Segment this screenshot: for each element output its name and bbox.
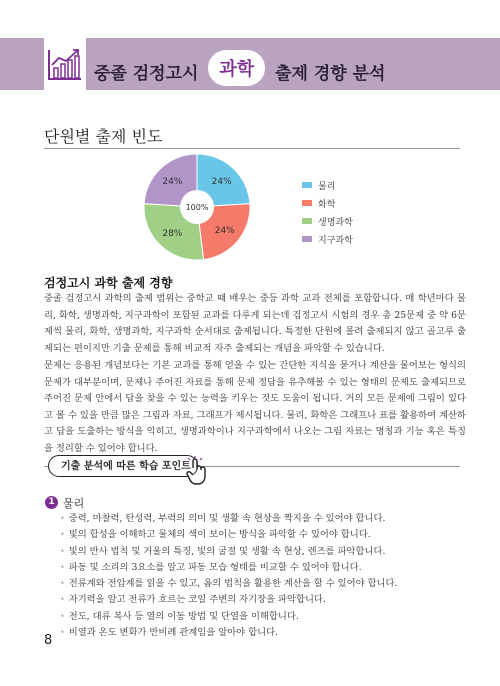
bullet-icon: • [60,530,65,540]
bullet-icon: • [60,546,65,556]
list-item-text: 파동 및 소리의 3요소를 알고 파동 모습 형태를 비교할 수 있어야 합니다. [68,561,362,573]
list-item-text: 전류계와 전압계를 읽을 수 있고, 옴의 법칙을 활용한 계산을 할 수 있어야 합니다. [68,578,398,590]
physics-title: 물리 [63,497,85,510]
pie-slice-label-1: 24% [211,176,232,187]
title-highlight: 과학 [208,50,265,86]
legend-item-1 [302,176,353,194]
trend-paragraph-1: 중졸 검정고시 과학의 출제 범위는 중학교 때 배우는 중등 과학 교과 전체를 포함합니다. 매 학년마다 물리, 화학, 생명과학, 지구과학이 포함된 교과를 다루게 되는데 검정고시 시험의 경우 총 25문제 중 약 6문제씩 물리, 화학, 생명과학, 지구과학 순서대로 출제됩니다. 특정한 단원에 몰려 출제되지 않고 골고루 출제되는 편이지만 기출 문제를 통해 비교적 자주 출제되는 개념을 파악할 수 있습니다. [44,293,466,354]
legend-swatch [302,218,312,224]
bullet-icon: • [60,628,65,638]
page-title [94,54,385,90]
list-item [60,544,397,560]
section-number-badge: 1 [45,496,58,509]
bullet-icon: • [60,562,65,572]
list-item [60,625,397,641]
pie-slice-label-3: 28% [162,229,183,240]
pie-slice-label-2: 24% [214,225,235,236]
chart-growth-icon [47,46,83,82]
list-item-text: 자기력을 알고 전류가 흐르는 코일 주변의 자기장을 파악합니다. [68,594,326,606]
list-item-text: 비열과 온도 변화가 반비례 관계임을 알아야 합니다. [68,627,279,639]
pie-slice-label-4: 24% [162,176,183,187]
legend-label: 화학 [318,199,336,210]
hand-pointer-icon [184,456,208,486]
legend-item-3 [302,212,353,230]
pie-center-label: 100% [185,203,209,212]
legend-item-2 [302,194,353,212]
bullet-icon: • [60,579,65,589]
legend-item-4 [302,230,353,248]
trend-paragraph-2: 문제는 응용된 개념보다는 기본 교과를 통해 얻을 수 있는 간단한 지식을 묻거나 계산을 물어보는 형식의 문제가 대부분이며, 문제나 주어진 자료를 통해 문제 정답을 유추해볼 수 있는 형태의 문제도 출제되므로 주어진 문제 안에서 답을 찾을 수 있는 능력을 키우는 것도 도움이 됩니다. 거의 모든 문제에 그림이 있다고 볼 수 있을 만큼 많은 그림과 자료, 그래프가 제시됩니다. 물리, 화학은 그래프나 표를 활용하여 계산하고 답을 도출하는 방식을 익히고, 생명과학이나 지구과학에서 나오는 그림 자료는 명칭과 기능 혹은 특징을 정리할 수 있어야 합니다. [44,360,466,454]
list-item-text: 전도, 대류 복사 등 열의 이동 방법 및 단열을 이해합니다. [68,610,299,622]
physics-list [60,511,397,641]
section-title: 단원별 출제 빈도 [44,127,163,146]
legend-label: 물리 [318,181,336,192]
page-number: 8 [44,633,53,648]
bullet-icon: • [60,595,65,605]
list-item-text: 중력, 마찰력, 탄성력, 부력의 의미 및 생활 속 현상을 짝지을 수 있어야 합니다. [68,513,386,524]
points-pill: 기출 분석에 따른 학습 포인트 [48,455,198,477]
title-after: 출제 경향 분석 [275,64,386,84]
list-item [60,527,397,543]
legend-swatch [302,236,312,242]
title-before: 중졸 검정고시 [94,64,199,84]
list-item [60,592,397,608]
section-divider [44,148,460,149]
chart-legend [302,176,353,248]
trend-title: 검정고시 과학 출제 경향 [44,276,173,290]
legend-label: 생명과학 [318,217,353,228]
list-item [60,511,397,527]
pie-chart [142,152,252,262]
legend-label: 지구과학 [318,235,353,246]
list-item-text: 빛의 합성을 이해하고 물체의 색이 보이는 방식을 파악할 수 있어야 합니다. [68,529,371,541]
list-item [60,560,397,576]
bullet-icon: • [60,514,65,523]
bullet-icon: • [60,611,65,621]
list-item [60,576,397,592]
legend-swatch [302,200,312,206]
list-item-text: 빛의 반사 법칙 및 거울의 특징, 빛의 굴절 및 생활 속 현상, 렌즈를 파악합니다. [68,545,386,557]
legend-swatch [302,182,312,188]
list-item [60,609,397,625]
